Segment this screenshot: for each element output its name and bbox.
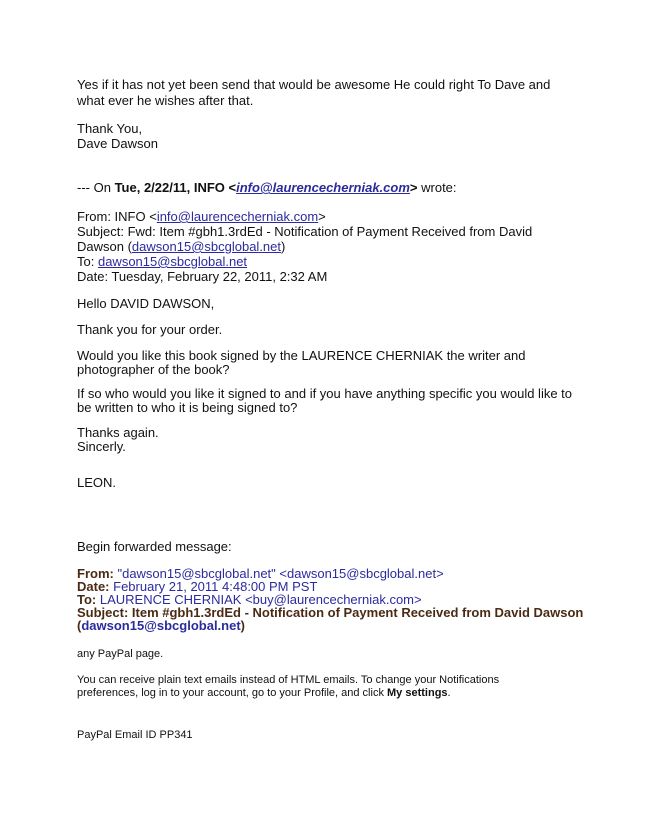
footer-email-id: PayPal Email ID PP341: [77, 729, 193, 741]
quote-prefix: --- On: [77, 180, 111, 195]
forwarded-subject-line-1: Subject: Item #gbh1.3rdEd - Notification of Payment Received from David Dawson: [77, 605, 584, 620]
quote-email-link[interactable]: info@laurencecherniak.com: [236, 180, 410, 195]
body-question2-line2: be written to who it is being signed to?: [77, 400, 298, 415]
reply-line-2: what ever he wishes after that.: [77, 93, 254, 108]
body-greeting: Hello DAVID DAWSON,: [77, 296, 215, 311]
quote-date: Tue, 2/22/11, INFO: [114, 180, 225, 195]
fwd-to-label: To:: [77, 254, 95, 269]
body-thanks-again: Thanks again.: [77, 425, 159, 440]
forwarded-date-label: Date:: [77, 579, 110, 594]
fwd-to-email-link[interactable]: dawson15@sbcglobal.net: [97, 254, 248, 269]
fwd-subject-email-link[interactable]: dawson15@sbcglobal.net: [131, 239, 281, 254]
forwarded-from-quote: "dawson15@sbcglobal.net": [117, 566, 276, 581]
quote-gt: >: [409, 180, 418, 195]
reply-thanks: Thank You,: [77, 121, 143, 136]
reply-signature: Dave Dawson: [77, 136, 158, 151]
body-question2-line1: If so who would you like it signed to and if you have anything specific you would like to: [77, 386, 573, 401]
fwd-subject-line-2: [77, 239, 285, 254]
forwarded-to-email[interactable]: buy@laurencecherniak.com: [252, 592, 415, 607]
fwd-from-close: >: [318, 209, 326, 224]
quote-lt: <: [228, 180, 237, 195]
body-sender: LEON.: [77, 475, 117, 490]
fwd-from-line: [77, 209, 326, 224]
fwd-subject-line-1: Subject: Fwd: Item #gbh1.3rdEd - Notification of Payment Received from David: [77, 224, 533, 239]
forwarded-from-label: From:: [77, 566, 114, 581]
forwarded-to-name: LAURENCE CHERNIAK <: [99, 592, 253, 607]
forwarded-date-value: February 21, 2011 4:48:00 PM PST: [113, 579, 318, 594]
footer-my-settings: My settings: [387, 687, 448, 699]
fwd-from-email-link[interactable]: info@laurencecherniak.com: [156, 209, 319, 224]
fwd-subject-prefix: Dawson (: [77, 239, 132, 254]
body-sincerely: Sincerly.: [77, 439, 126, 454]
forwarded-subject-close: ): [240, 618, 246, 633]
forwarded-to-label: To:: [77, 592, 97, 607]
quote-header: [77, 180, 457, 195]
forwarded-from-email[interactable]: <dawson15@sbcglobal.net>: [279, 566, 444, 581]
forwarded-subject-open: (: [77, 618, 82, 633]
fwd-from-label: From: INFO <: [77, 209, 157, 224]
footer-notice-line2: [77, 686, 451, 700]
footer-paypal-page: any PayPal page.: [77, 648, 164, 660]
quote-suffix: wrote:: [421, 180, 457, 195]
fwd-to-line: [77, 254, 247, 269]
fwd-date-line: Date: Tuesday, February 22, 2011, 2:32 AM: [77, 269, 328, 284]
footer-notice-line1: You can receive plain text emails instead of HTML emails. To change your Notifications: [77, 674, 500, 686]
reply-line-1: Yes if it has not yet been send that would be awesome He could right To Dave and: [77, 77, 551, 92]
body-question1-line1: Would you like this book signed by the LAURENCE CHERNIAK the writer and: [77, 348, 526, 363]
forwarded-subject-email[interactable]: dawson15@sbcglobal.net: [81, 618, 241, 633]
fwd-subject-close: ): [281, 239, 286, 254]
forwarded-intro: Begin forwarded message:: [77, 539, 232, 554]
forwarded-to-close: >: [414, 592, 422, 607]
footer-notice-suffix: .: [447, 687, 451, 699]
forwarded-subject-line-2: [77, 618, 245, 633]
footer-notice-prefix: preferences, log in to your account, go to your Profile, and click: [77, 687, 384, 699]
body-thanks-order: Thank you for your order.: [77, 322, 223, 337]
body-question1-line2: photographer of the book?: [77, 362, 230, 377]
